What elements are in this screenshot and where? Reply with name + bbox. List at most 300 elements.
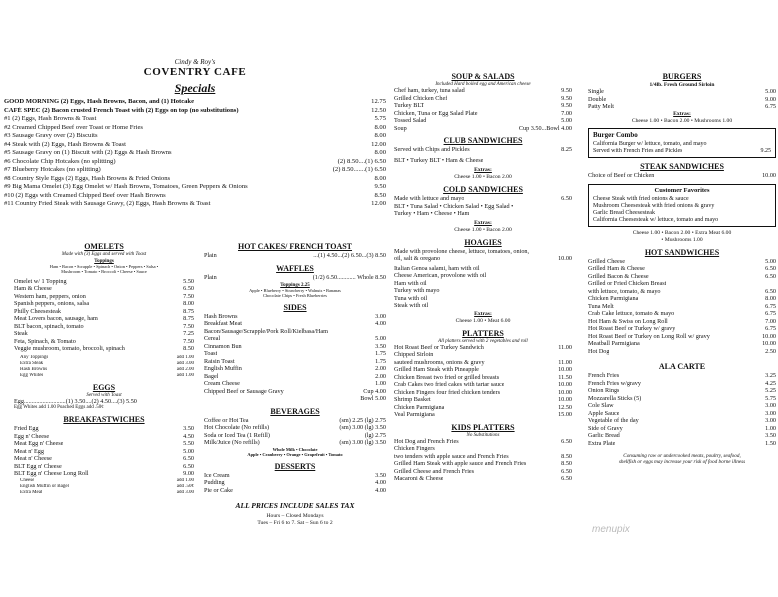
dessert-item — [204, 487, 386, 495]
item-label: BLT bacon, spinach, tomato — [14, 322, 84, 330]
item-price: 5.00 — [183, 447, 194, 455]
item-price: Cup 3.50...Bowl 4.00 — [518, 124, 572, 132]
item-price: 5.00 — [375, 335, 386, 343]
item-label: Hot Chocolate (No refills) — [204, 424, 270, 432]
platters-list — [394, 344, 572, 419]
item-label: #3 Sausage Gravy over (2) Biscuits — [4, 132, 98, 139]
side-item — [204, 380, 386, 388]
soup-salad-item — [394, 102, 572, 110]
item-price: 9.00 — [765, 95, 776, 103]
hoagie-item — [394, 302, 572, 310]
cold-choices: Turkey • Ham • Cheese • Ham — [394, 210, 470, 217]
item-label: Chicken, Tuna or Egg Salad Plate — [394, 109, 478, 117]
item-label: Italian Genoa salami, ham with oil — [394, 264, 480, 272]
desserts-title: DESSERTS — [274, 461, 316, 471]
item-label: Cheese — [20, 477, 35, 483]
item-label: Patty Melt — [588, 103, 614, 110]
side-item — [204, 395, 386, 403]
item-price: (2) 8.50.......(1) 6.50 — [332, 166, 386, 173]
item-label: Any Toppings — [20, 354, 49, 360]
soup-salads-list — [394, 87, 572, 132]
omelet-item — [14, 345, 194, 353]
item-price: 3.00 — [375, 312, 386, 320]
item-price: 5.50 — [183, 277, 194, 285]
burger-combo-title: Burger Combo — [593, 130, 638, 139]
item-label: Cheese American, provolone with oil — [394, 272, 487, 279]
omelet-item — [14, 338, 194, 346]
item-label: BLT Egg n' Cheese Long Roll — [14, 470, 89, 478]
platter-item — [394, 404, 572, 412]
waffles-list — [204, 274, 386, 282]
item-price: 10.00 — [558, 381, 572, 388]
special-item — [4, 183, 386, 192]
item-label: Macaroni & Cheese — [394, 475, 444, 482]
ala-carte-item — [588, 387, 776, 395]
item-label: French Fries — [588, 372, 620, 379]
ala-carte-item — [588, 425, 776, 433]
item-label: Chipped Sirloin — [394, 351, 434, 358]
hot-sandwich-item — [588, 333, 776, 341]
dessert-item — [204, 479, 386, 487]
waffles-toppings-title: Toppings 2.25 — [280, 283, 310, 288]
omelet-item — [14, 293, 194, 301]
item-label: Veal Parmigiana — [394, 411, 435, 418]
side-item — [204, 388, 386, 396]
item-label: Extra Plate — [588, 439, 616, 447]
omelet-item — [14, 285, 194, 293]
item-price: 3.25 — [765, 372, 776, 379]
item-price: 6.50 — [561, 467, 572, 475]
item-price: ...(1) 4.50...(2) 6.50...(3) 8.50 — [313, 252, 386, 259]
item-price: (1/2) 6.50............ Whole 8.50 — [312, 273, 386, 281]
favorite-item: California Cheesesteak w/ lettuce, tomato and mayo — [593, 216, 719, 223]
item-label: Cream Cheese — [204, 380, 240, 388]
item-label: Grilled Ham & Cheese — [588, 265, 645, 272]
soup-salad-item — [394, 95, 572, 103]
steak-list — [588, 172, 776, 180]
hoagies-desc: oil, salt & oregano 10.00 — [394, 255, 572, 262]
item-price: 7.25 — [183, 330, 194, 338]
item-price: add 1.00 — [176, 354, 194, 360]
item-label: Grilled Ham Steak with apple sauce and French Fries — [394, 460, 527, 467]
item-label: Fried Egg — [14, 425, 39, 433]
special-item — [4, 98, 386, 107]
soup-salads-title: SOUP & SALADS — [451, 72, 515, 81]
item-label: Meat n' Egg — [14, 447, 44, 455]
favorite-item: Mushroom Cheesesteak with fried onions & gravy — [593, 202, 715, 209]
special-item — [4, 175, 386, 184]
item-label: Turkey BLT — [394, 102, 425, 109]
hoagie-item — [394, 287, 572, 295]
item-price: 7.00 — [765, 317, 776, 325]
omelet-item — [14, 300, 194, 308]
item-price: 4.25 — [765, 379, 776, 387]
item-price: 8.00 — [374, 132, 386, 139]
breakfastwich-item — [14, 425, 194, 433]
dessert-item — [204, 472, 386, 480]
item-label: Coffee or Hot Tea — [204, 416, 249, 424]
item-label: Chicken Fingers — [394, 445, 435, 452]
item-price: 6.50 — [183, 462, 194, 470]
item-price: 2.00 — [375, 372, 386, 380]
header — [4, 58, 386, 96]
hours: Hours – Closed Mondays Tues – Fri 6 to 7. Sat – Sun 6 to 2 — [257, 513, 333, 527]
special-item — [4, 149, 386, 158]
item-price: 10.00 — [762, 340, 776, 347]
item-price: 12.50 — [371, 106, 386, 114]
beverages-title: BEVERAGES — [270, 406, 320, 416]
item-price: 5.00 — [765, 88, 776, 95]
beverages-note: Whole Milk • Chocolate — [272, 446, 318, 452]
waffles-toppings-line: Apple • Blueberry • Strawberry • Walnuts • Bananas — [249, 288, 341, 293]
ala-carte-item — [588, 395, 776, 403]
item-label: sauteed mushrooms, onions & gravy — [394, 358, 485, 366]
item-label: #6 Chocolate Chip Hotcakes (no splitting) — [4, 157, 116, 165]
item-price: 3.00 — [765, 409, 776, 417]
eggs-note: Served with Toast — [86, 392, 122, 398]
item-price: 8.00 — [374, 123, 386, 131]
item-price: 5.00 — [765, 257, 776, 265]
side-item — [204, 313, 386, 321]
ala-carte-title: ALA CARTE — [658, 362, 706, 371]
burgers-list — [588, 88, 776, 111]
column-left — [4, 0, 386, 527]
omelets-title: OMELETS — [84, 242, 124, 251]
item-label: Hot Dog — [588, 347, 610, 355]
item-price: 4.00 — [375, 486, 386, 494]
steak-item — [588, 172, 776, 180]
burger-item — [588, 103, 776, 111]
side-item — [204, 343, 386, 351]
hot-sandwich-item — [588, 303, 776, 311]
hot-sandwich-item — [588, 295, 776, 303]
kids-title: KIDS PLATTERS — [451, 422, 515, 432]
item-label: Omelet w/ 1 Topping — [14, 277, 67, 285]
item-price: 6.50 — [561, 475, 572, 482]
cold-extras: Extras: Cheese 1.00 • Bacon 2.00 — [454, 219, 512, 233]
platter-item — [394, 351, 572, 359]
item-price: 10.00 — [558, 388, 572, 396]
item-label: Hash Browns — [20, 366, 48, 372]
item-price: 8.00 — [374, 149, 386, 156]
hot-sandwich-item — [588, 280, 776, 288]
item-price: 2.50 — [765, 347, 776, 355]
item-price: 8.50 — [561, 460, 572, 467]
burger-combo-line: California Burger w/ lettuce, tomato, and mayo — [593, 140, 707, 147]
hoagies-title: HOAGIES — [464, 237, 502, 247]
item-price: 5.00 — [561, 117, 572, 124]
item-label: #10 (2) Eggs with Creamed Chipped Beef over Hash Browns — [4, 191, 166, 199]
item-price: 8.00 — [374, 174, 386, 182]
item-label: Ham with oil — [394, 279, 427, 287]
item-price: 8.75 — [183, 307, 194, 315]
item-price: add 2.00 — [176, 366, 194, 372]
item-label: BLT Egg n' Cheese — [14, 462, 62, 470]
cafe-name: COVENTRY CAFE — [143, 66, 247, 78]
item-label: Extra Meat — [20, 489, 43, 495]
platter-item — [394, 359, 572, 367]
item-label: Choice of Beef or Chicken — [588, 172, 655, 179]
item-label: GOOD MORNING (2) Eggs, Hash Browns, Bacon, and (1) Hotcake — [4, 98, 195, 105]
item-label: Egg Whites — [20, 372, 44, 378]
burger-item — [588, 88, 776, 96]
item-label: Breakfast Meat — [204, 320, 242, 328]
hot-sandwich-item — [588, 288, 776, 296]
ala-carte-item — [588, 410, 776, 418]
omelet-item — [14, 308, 194, 316]
item-label: Double — [588, 95, 607, 103]
item-label: #5 Sausage Gravy on (1) Biscuit with (2) Eggs & Hash Browns — [4, 149, 172, 156]
item-label: CAFÉ SPEC (2) Bacon crusted French Toast with (2) Eggs on top (no substitutions) — [4, 106, 239, 114]
item-label: Philly Cheesesteak — [14, 307, 61, 315]
hot-sandwich-item — [588, 340, 776, 348]
item-price: Cup 4.00 — [363, 387, 386, 395]
item-price: (lg) 2.75 — [364, 431, 386, 439]
item-price: 6.75 — [765, 310, 776, 317]
item-price: 8.75 — [183, 315, 194, 323]
item-price: 6.50 — [183, 455, 194, 463]
item-label: Side of Gravy — [588, 424, 623, 432]
steak-extras: Cheese 1.00 • Bacon 2.00 • Extra Meat 6.00 • Mushrooms 1.00 — [632, 229, 732, 243]
item-label: Cole Slaw — [588, 402, 614, 409]
ala-carte-item — [588, 432, 776, 440]
column-middle — [394, 68, 572, 483]
item-price: 5.75 — [765, 394, 776, 402]
item-label: Crab Cake lettuce, tomato & mayo — [588, 310, 675, 317]
hot-sandwich-item — [588, 348, 776, 356]
item-label: Toast — [204, 350, 218, 358]
omelets-toppings-title: Toppings — [94, 259, 114, 264]
omelets-toppings-line: Ham • Bacon • Scrapple • Spinach • Onion • Peppers • Salsa • — [49, 264, 159, 269]
item-price: (sm) 3.00 (lg) 3.50 — [339, 424, 386, 432]
special-item — [4, 192, 386, 201]
item-price: (sm) 3.00 (lg) 3.50 — [339, 439, 386, 447]
watermark: menupix — [592, 524, 630, 535]
item-label: Soda or Iced Tea (1 Refill) — [204, 431, 270, 439]
hot-sandwich-item — [588, 310, 776, 318]
item-price: add 3.00 — [176, 489, 194, 495]
breakfastwich-item — [14, 448, 194, 456]
hot-sandwich-item — [588, 273, 776, 281]
item-price: 6.50 — [765, 265, 776, 272]
side-item — [204, 328, 386, 336]
breakfastwich-item — [14, 455, 194, 463]
item-price: 9.50 — [561, 87, 572, 94]
item-label: Chicken Breast two fried or grilled breasts — [394, 373, 500, 381]
item-label: #1 (2) Eggs, Hash Browns & Toast — [4, 115, 97, 122]
item-price: 6.50 — [765, 272, 776, 280]
item-label: Meat Egg n' Cheese — [14, 440, 64, 448]
kids-item — [394, 438, 572, 446]
beverage-item — [204, 439, 386, 447]
hotcake-item — [204, 252, 386, 260]
special-item — [4, 158, 386, 167]
omelet-extra — [14, 373, 194, 379]
platter-item — [394, 389, 572, 397]
item-price: 11.00 — [558, 358, 572, 366]
item-label: #9 Big Mama Omelet (3) Egg Omelet w/ Hash Browns, Tomatoes, Green Peppers & Onions — [4, 183, 248, 190]
platter-item — [394, 344, 572, 352]
platter-item — [394, 396, 572, 404]
item-label: Spanish peppers, onions, salsa — [14, 300, 90, 308]
item-label: Chicken Parmigiana — [588, 295, 639, 302]
item-price: 1.50 — [765, 439, 776, 447]
hoagie-item — [394, 280, 572, 288]
item-label: two tenders with apple sauce and French Fries — [394, 452, 509, 460]
item-label: Shrimp Basket — [394, 396, 431, 403]
item-price: 1.75 — [375, 357, 386, 365]
item-label: Tuna with oil — [394, 294, 428, 302]
burgers-subtitle: 1/4lb. Fresh Ground Sirloin — [649, 82, 715, 88]
item-price: add 3.00 — [176, 360, 194, 366]
specials-list — [4, 98, 386, 209]
item-price: 11.00 — [558, 343, 572, 351]
special-item — [4, 115, 386, 124]
item-label: Steak with oil — [394, 302, 429, 309]
item-price: 3.50 — [183, 425, 194, 433]
item-label: Western ham, peppers, onion — [14, 292, 86, 300]
ala-carte-item — [588, 417, 776, 425]
eggs-line: Egg...........................(1) 3.50....(2) 4.50....(3) 5.50 — [14, 397, 137, 405]
kids-item — [394, 460, 572, 468]
item-label: Egg n' Cheese — [14, 432, 50, 440]
kids-item — [394, 468, 572, 476]
item-label: Hot Roast Beef or Turkey Sandwich — [394, 343, 484, 351]
item-price: 10.00 — [762, 332, 776, 340]
burgers-extras: Extras: Cheese 1.00 • Bacon 2.00 • Mushrooms 1.00 — [631, 110, 733, 124]
breakfastwich-extra — [14, 490, 194, 496]
hot-sandwich-item — [588, 258, 776, 266]
side-item — [204, 350, 386, 358]
beverage-item — [204, 417, 386, 425]
waffle-item — [204, 274, 386, 282]
item-label: Bagel — [204, 372, 219, 380]
item-price: 7.50 — [183, 322, 194, 330]
specials-title: Specials — [174, 81, 216, 95]
item-label: Grilled Cheese — [588, 257, 625, 265]
item-price: 12.50 — [558, 403, 572, 411]
column-right — [588, 68, 776, 465]
special-item — [4, 141, 386, 150]
hot-sandwich-item — [588, 318, 776, 326]
item-price: 11.50 — [558, 373, 572, 381]
eggs-extra: Egg Whites add 1.00 Poached Eggs add .50¢ — [14, 405, 104, 411]
breakfastwich-item — [14, 440, 194, 448]
item-label: English Muffin — [204, 365, 242, 373]
omelets-toppings-line: Mushroom • Tomato • Broccoli • Cheese • Sauce — [61, 269, 147, 275]
item-price: 8.50 — [561, 452, 572, 460]
ala-carte-list — [588, 372, 776, 447]
soup-salad-item — [394, 117, 572, 125]
hoagie-item — [394, 272, 572, 280]
item-label: Chipped Beef or Sausage Gravy — [204, 387, 284, 395]
item-price: 8.00 — [183, 300, 194, 308]
omelets-note: Made with (3) Eggs and served with Toast — [61, 252, 147, 257]
item-label: Hash Browns — [204, 312, 238, 320]
soup-salads-note: Included Hard boiled egg and American cheese — [435, 82, 531, 87]
item-label: Meat n' Cheese — [14, 455, 52, 463]
club-extras: Extras: Cheese 1.00 • Bacon 2.00 — [454, 167, 512, 180]
breakfastwich-item — [14, 463, 194, 471]
side-item — [204, 358, 386, 366]
item-label: Raisin Toast — [204, 357, 235, 365]
item-price: 9.50 — [561, 102, 572, 109]
item-label: Milk/Juice (No refills) — [204, 439, 260, 447]
ala-carte-item — [588, 380, 776, 388]
item-price: 12.00 — [371, 200, 386, 207]
breakfastwiches-title: BREAKFASTWICHES — [63, 415, 145, 425]
item-label: Hot Roast Beef or Turkey on Long Roll w/ gravy — [588, 332, 710, 340]
item-label: Hot Roast Beef or Turkey w/ gravy — [588, 325, 676, 332]
steak-title: STEAK SANDWICHES — [640, 162, 724, 171]
item-label: Feta, Spinach, & Tomato — [14, 337, 76, 345]
item-label: Tossed Salad — [394, 117, 427, 124]
hot-sandwiches-list — [588, 258, 776, 356]
burger-item — [588, 96, 776, 104]
sides-title: SIDES — [283, 302, 307, 312]
item-label: Meat Lovers bacon, sausage, ham — [14, 315, 98, 323]
customer-favorites-title: Customer Favorites — [654, 186, 710, 194]
item-price: 10.00 — [558, 366, 572, 373]
platter-item — [394, 381, 572, 389]
beverages-list — [204, 417, 386, 447]
platters-note: All platters served with 2 vegetables and roll — [438, 338, 528, 344]
hot-sandwich-item — [588, 265, 776, 273]
item-label: Pudding — [204, 479, 225, 487]
side-item — [204, 373, 386, 381]
platters-title: PLATTERS — [462, 328, 504, 338]
hoagies-list — [394, 265, 572, 310]
club-title: CLUB SANDWICHES — [443, 136, 523, 145]
item-price: 9.00 — [183, 470, 194, 478]
beverage-item — [204, 424, 386, 432]
item-price: 8.00 — [765, 295, 776, 302]
burgers-title: BURGERS — [662, 72, 702, 81]
item-price: add .50¢ — [176, 483, 194, 489]
item-label: Apple Sauce — [588, 409, 620, 417]
item-label: Onion Rings — [588, 387, 620, 394]
kids-item — [394, 445, 572, 453]
hotcakes-title: HOT CAKES/ FRENCH TOAST — [237, 242, 353, 251]
soup-salad-item — [394, 87, 572, 95]
item-price: 4.50 — [183, 432, 194, 440]
item-price: 10.00 — [558, 396, 572, 403]
item-price: (2) 8.50....(1) 6.50 — [337, 157, 386, 165]
item-price: Bowl 5.00 — [360, 395, 386, 403]
omelets-extras — [14, 355, 194, 379]
kids-item — [394, 475, 572, 483]
item-label: Meatball Parmigiana — [588, 340, 640, 347]
item-price: 3.50 — [375, 471, 386, 479]
item-price: 1.75 — [375, 350, 386, 358]
favorite-item: Cheese Steak with fried onions & sauce — [593, 195, 689, 202]
item-label: Grilled Chicken Chef — [394, 94, 448, 102]
item-price: 5.25 — [765, 387, 776, 394]
kids-list — [394, 438, 572, 483]
item-label: #11 Country Fried Steak with Sausage Gravy, (2) Eggs, Hash Browns & Toast — [4, 200, 211, 207]
item-label: Veggie mushroom, tomato, broccoli, spinach — [14, 345, 125, 353]
item-label: Mozzarella Sticks (5) — [588, 394, 642, 402]
side-item — [204, 320, 386, 328]
item-label: Chef ham, turkey, tuna salad — [394, 87, 465, 94]
breakfast-block — [14, 238, 194, 496]
item-price: 12.75 — [371, 98, 386, 105]
hotcakes-list — [204, 252, 386, 260]
item-price: 6.50 — [183, 285, 194, 293]
item-price: 10.00 — [762, 172, 776, 179]
item-label: Chicken Fingers four fried chicken tenders — [394, 388, 501, 396]
special-item — [4, 124, 386, 133]
